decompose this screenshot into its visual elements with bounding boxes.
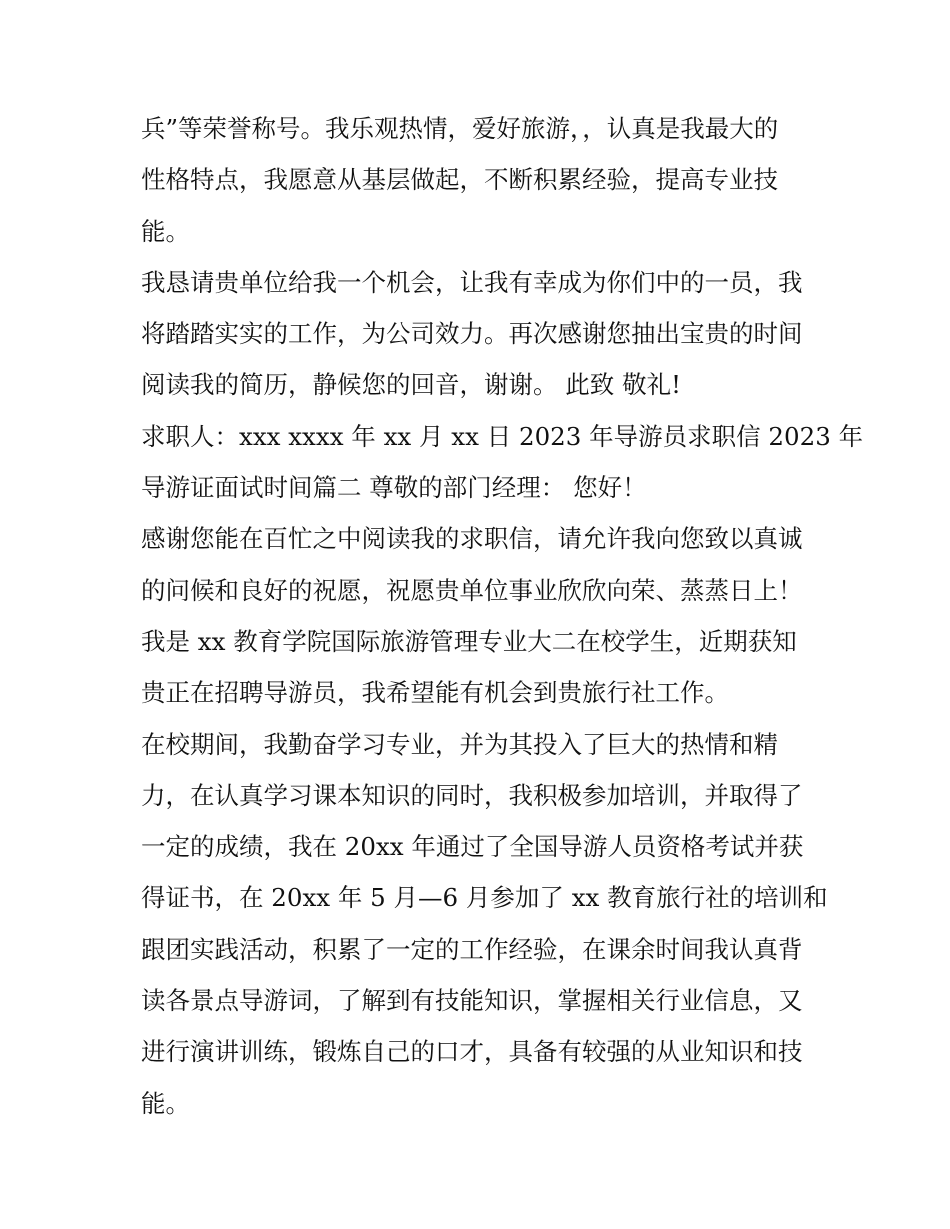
text-line: 兵”等荣誉称号。我乐观热情，爱好旅游，，认真是我最大的	[141, 114, 779, 143]
text-line: 贵正在招聘导游员，我希望能有机会到贵旅行社工作。	[141, 678, 729, 708]
text-line: 将踏踏实实的工作，为公司效力。再次感谢您抽出宝贵的时间	[141, 319, 803, 349]
text-line: 的问候和良好的祝愿，祝愿贵单位事业欣欣向荣、蒸蒸日上！	[141, 575, 803, 605]
text-line: 得证书，在 20xx 年 5 月—6 月参加了 xx 教育旅行社的培训和	[141, 883, 828, 913]
text-line: 读各景点导游词，了解到有技能知识，掌握相关行业信息，又	[141, 986, 803, 1016]
text-line: 感谢您能在百忙之中阅读我的求职信，请允许我向您致以真诚	[141, 524, 803, 554]
text-line: 跟团实践活动，积累了一定的工作经验，在课余时间我认真背	[141, 934, 803, 964]
text-line: 导游证面试时间篇二 尊敬的部门经理： 您好！	[141, 473, 647, 503]
text-line: 在校期间，我勤奋学习专业，并为其投入了巨大的热情和精	[141, 729, 778, 759]
text-line: 阅读我的简历，静候您的回音，谢谢。 此致 敬礼!	[141, 370, 681, 400]
document-body	[141, 103, 864, 1129]
text-line: 我是 xx 教育学院国际旅游管理专业大二在校学生，近期获知	[141, 626, 797, 656]
text-line: 性格特点，我愿意从基层做起，不断积累经验，提高专业技	[141, 165, 778, 195]
text-line: 求职人：xxx xxxx 年 xx 月 xx 日 2023 年导游员求职信 2023 年	[141, 421, 864, 451]
text-line: 一定的成绩，我在 20xx 年通过了全国导游人员资格考试并获	[141, 832, 804, 862]
text-line: 进行演讲训练，锻炼自己的口才，具备有较强的从业知识和技	[141, 1037, 803, 1067]
text-line: 能。	[141, 216, 190, 246]
text-line: 能。	[141, 1088, 190, 1118]
text-line: 力，在认真学习课本知识的同时，我积极参加培训，并取得了	[141, 780, 803, 810]
text-line: 我恳请贵单位给我一个机会，让我有幸成为你们中的一员，我	[141, 267, 803, 297]
